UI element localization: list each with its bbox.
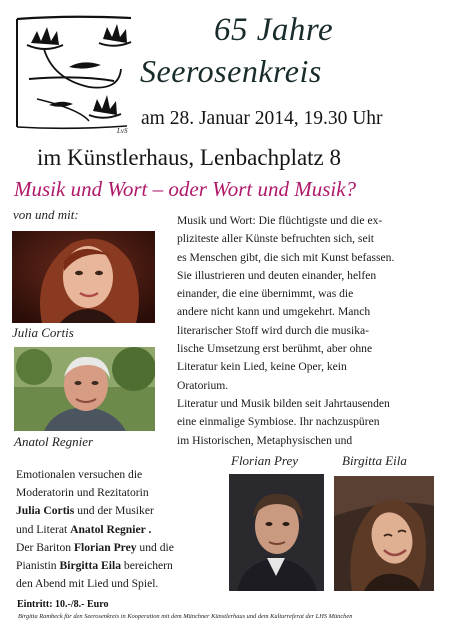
event-date: am 28. Januar 2014, 19.30 Uhr <box>141 108 383 129</box>
paragraph-line: pliziteste aller Künste befruchten sich, seit <box>177 232 375 246</box>
caption-julia: Julia Cortis <box>12 325 74 340</box>
event-venue: im Künstlerhaus, Lenbachplatz 8 <box>37 145 342 170</box>
performers-line-4-pre: und Literat <box>16 522 71 536</box>
name-julia-cortis: Julia Cortis <box>16 504 75 518</box>
paragraph-line: es Menschen gibt, die sich mit Kunst befassen. <box>177 250 395 264</box>
performers-line-6-rest: bereichern <box>121 559 173 573</box>
title-line-1: 65 Jahre <box>214 12 334 48</box>
photo-birgitta-eila <box>334 476 434 591</box>
name-anatol-regnier: Anatol Regnier . <box>70 522 152 536</box>
performers-paragraph <box>16 466 231 593</box>
paragraph-line: lische Umsetzung erst berühmt, aber ohne <box>177 342 373 356</box>
paragraph-line: Musik und Wort: Die flüchtigste und die ex- <box>177 214 383 227</box>
performers-line-2: Moderatorin und Rezitatorin <box>16 486 149 500</box>
intro-label: von und mit: <box>13 207 79 222</box>
performers-line-5-pre: Der Bariton <box>16 540 74 554</box>
paragraph-line: literarischer Stoff wird durch die musika- <box>177 323 369 337</box>
performers-line-5-rest: und die <box>136 540 174 554</box>
performers-line-3-rest: und der Musiker <box>74 504 154 518</box>
entry-fee: Eintritt: 10.-/8.- Euro <box>17 599 109 610</box>
caption-anatol: Anatol Regnier <box>14 434 94 449</box>
caption-birgitta: Birgitta Eila <box>342 453 407 468</box>
paragraph-line: andere nicht kann und umgekehrt. Manch <box>177 305 371 319</box>
title-line-2: Seerosenkreis <box>140 53 322 89</box>
paragraph-line: Sie illustrieren und deuten einander, helfen <box>177 268 377 282</box>
photo-anatol-regnier <box>14 347 155 431</box>
event-subtitle: Musik und Wort – oder Wort und Musik? <box>14 177 357 201</box>
svg-text:LvS: LvS <box>117 127 128 135</box>
water-lily-logo-icon <box>9 9 139 137</box>
name-birgitta-eila: Birgitta Eila <box>59 559 121 573</box>
paragraph-line: einander, die eine übernimmt, was die <box>177 287 354 301</box>
paragraph-line: Literatur und Musik bilden seit Jahrtausenden <box>177 396 390 410</box>
photo-florian-prey <box>229 474 324 591</box>
performers-line-3 <box>16 502 231 520</box>
performers-line-4 <box>16 521 231 539</box>
paragraph-line: Oratorium. <box>177 378 229 392</box>
paragraph-line: im Historischen, Metaphysischen und <box>177 433 353 447</box>
photo-julia-cortis <box>12 231 155 323</box>
performers-line-6-pre: Pianistin <box>16 559 60 573</box>
performers-line-6 <box>16 557 231 575</box>
performers-line-5 <box>16 539 231 557</box>
paragraph-line: eine einmalige Symbiose. Ihr nachzuspüren <box>177 415 380 429</box>
description-paragraph <box>177 212 442 450</box>
performers-line-7: den Abend mit Lied und Spiel. <box>16 577 159 591</box>
name-florian-prey: Florian Prey <box>73 540 137 554</box>
paragraph-line: Literatur kein Lied, keine Oper, kein <box>177 360 347 374</box>
performers-line-1: Emotionalen versuchen die <box>16 468 143 481</box>
footer-credits: Birgitta Rambeck für den Seerosenkreis in Kooperation mit dem Münchner Künstlerhaus und dem Kulturreferat der LHS München <box>18 613 353 620</box>
caption-florian: Florian Prey <box>231 453 299 468</box>
